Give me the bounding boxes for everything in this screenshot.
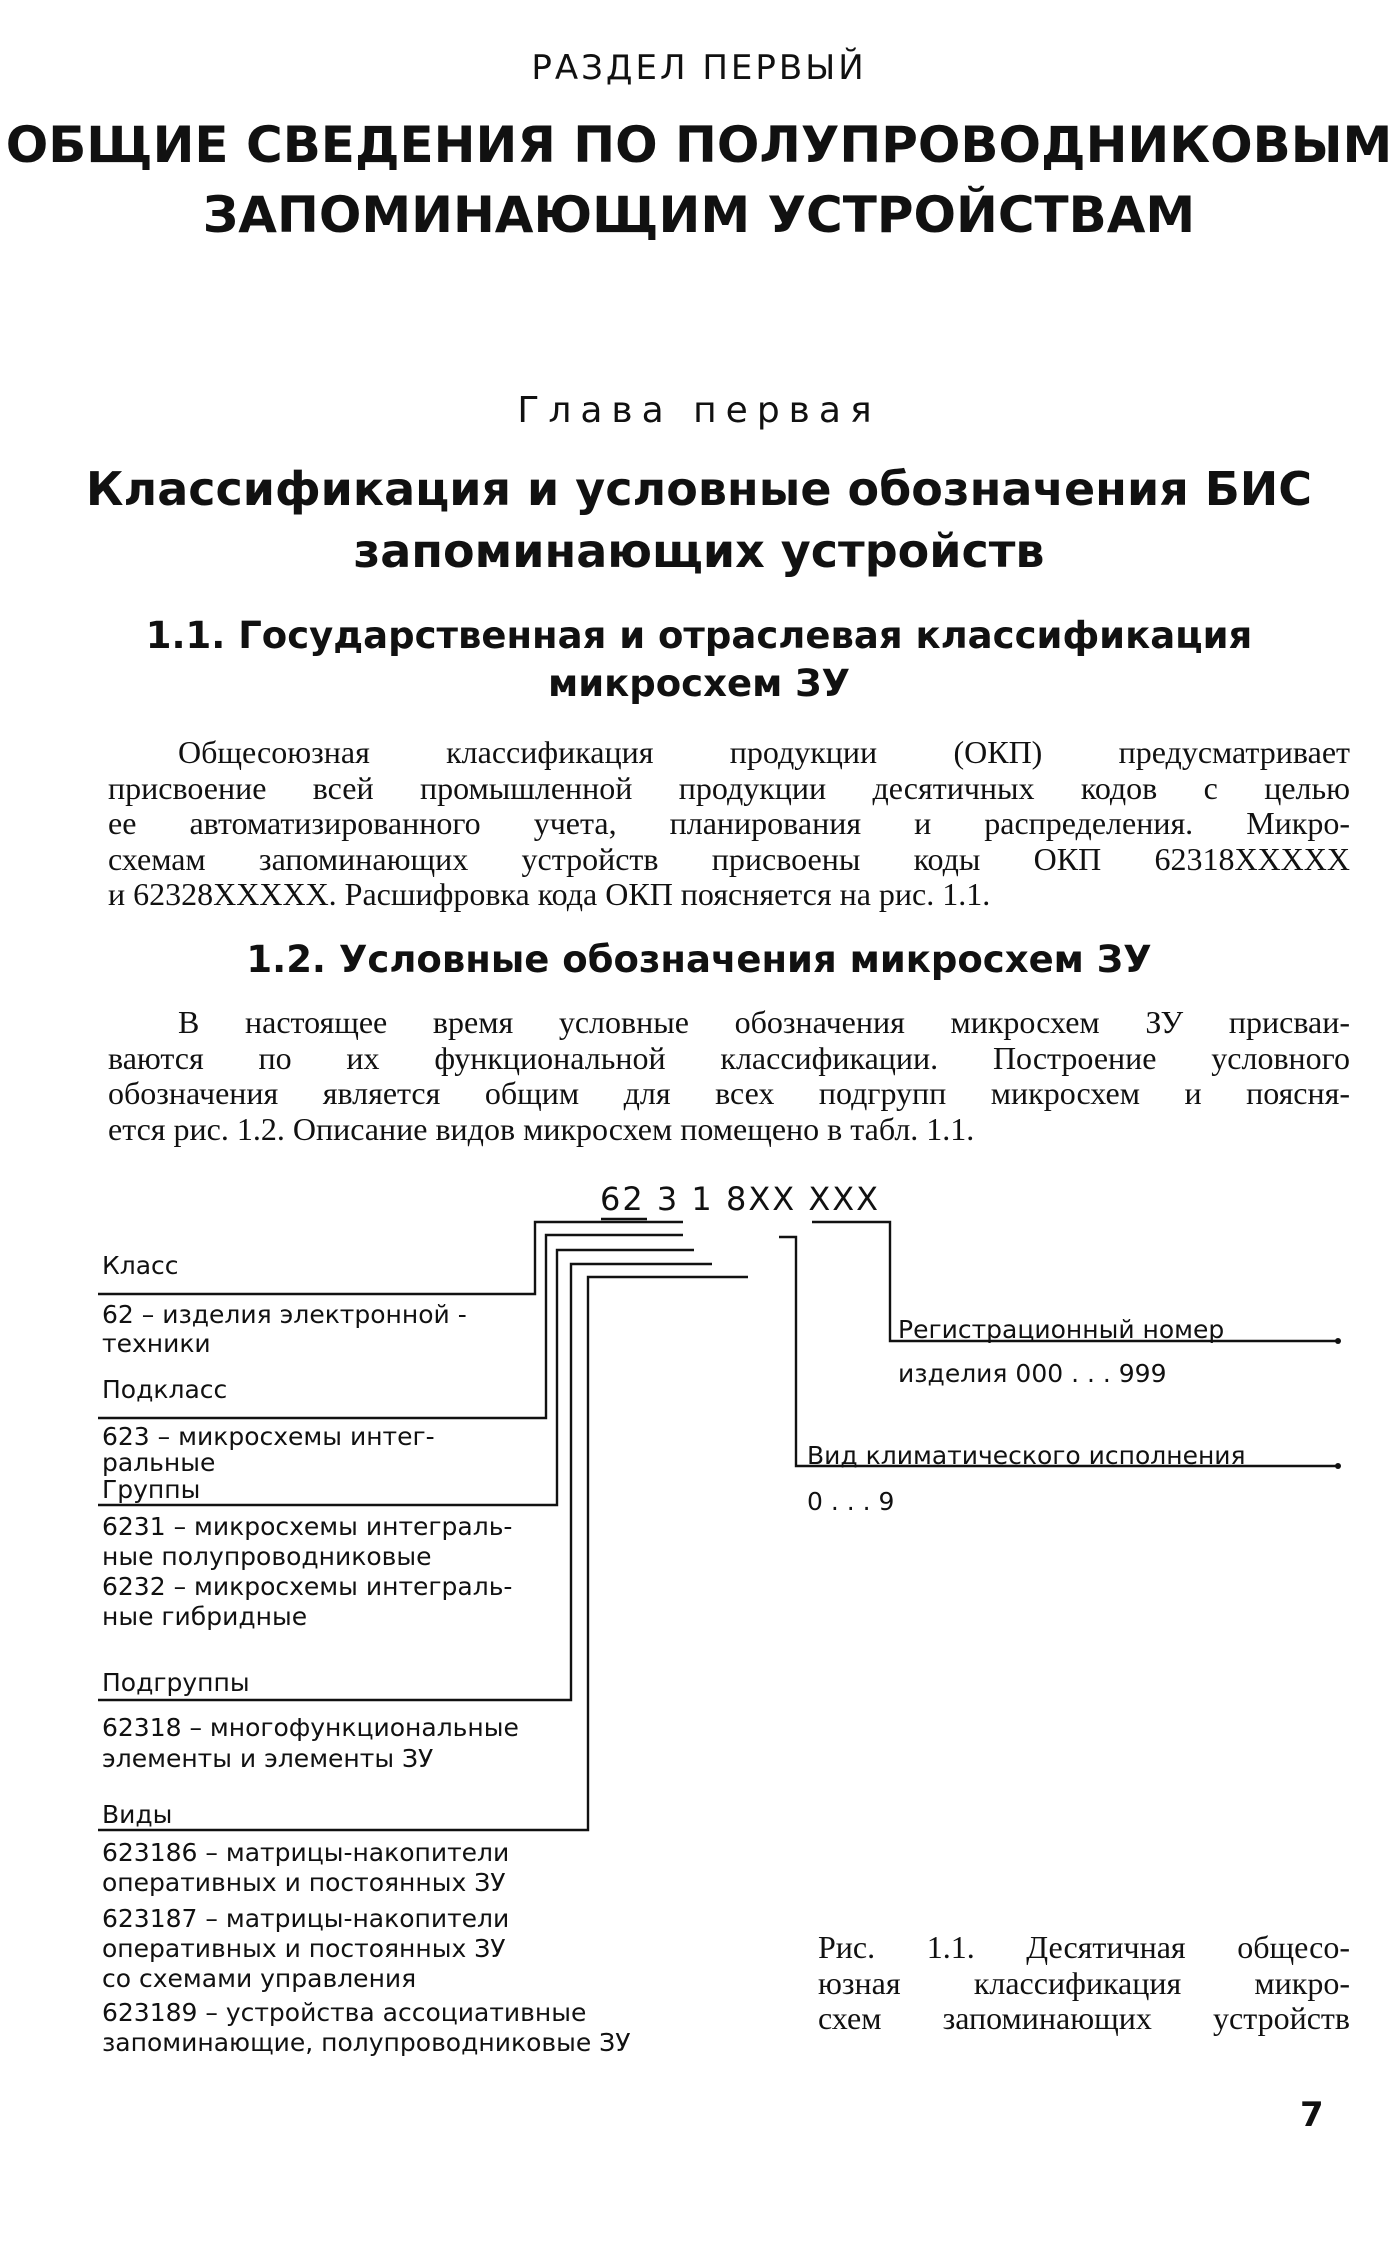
label-line: ные полупроводниковые <box>102 1542 432 1571</box>
label-podklass: Подкласс <box>102 1375 228 1404</box>
label-gruppy: Группы <box>102 1475 201 1504</box>
okp-code: 62 3 1 8XX XXX <box>600 1180 881 1218</box>
label-line: 6232 – микросхемы интеграль- <box>102 1572 513 1601</box>
paragraph-line: обозначения является общим для всех подгрупп микросхем и поясня- <box>108 1075 1350 1111</box>
heading-line: микросхем ЗУ <box>547 662 851 705</box>
label-line: 623186 – матрицы-накопители <box>102 1838 510 1867</box>
registration-number-label <box>898 1308 1224 1396</box>
paragraph-line: присвоение всей промышленной продукции десятичных кодов с целью <box>108 769 1350 806</box>
label-line: изделия 000 . . . 999 <box>898 1359 1167 1388</box>
paragraph-line: ется рис. 1.2. Описание видов микросхем помещено в табл. 1.1. <box>108 1110 975 1147</box>
paragraph-line: ваются по их функциональной классификации. Построение условного <box>108 1039 1350 1076</box>
paragraph-line: ее автоматизированного учета, планирования и распределения. Микро- <box>108 805 1350 841</box>
label-line: 6231 – микросхемы интеграль- <box>102 1512 513 1541</box>
chapter-label: Глава первая <box>517 390 881 431</box>
heading-line: 1.1. Государственная и отраслевая классификация <box>145 614 1253 657</box>
label-line: Вид климатического исполнения <box>807 1441 1246 1470</box>
climate-end-dot <box>1335 1463 1341 1469</box>
paragraph-line: и 62328XXXXX. Расшифровка кода ОКП поясняется на рис. 1.1. <box>108 876 991 912</box>
podgruppy-description <box>102 1712 519 1774</box>
klass-connector <box>98 1222 683 1294</box>
label-vidy: Виды <box>102 1800 173 1829</box>
label-podgruppy: Подгруппы <box>102 1668 250 1697</box>
label-line: Регистрационный номер <box>898 1315 1225 1344</box>
caption-line: схем запоминающих устройств <box>818 2000 1350 2036</box>
section-1-2-heading: 1.2. Условные обозначения микросхем ЗУ <box>246 938 1152 981</box>
label-line: 623189 – устройства ассоциативные <box>102 1998 587 2027</box>
label-line: оперативных и постоянных ЗУ <box>102 1934 506 1963</box>
paragraph-line: схемам запоминающих устройств присвоены коды ОКП 62318XXXXX <box>108 840 1350 877</box>
caption-line: Рис. 1.1. Десятичная общесо- <box>818 1929 1350 1965</box>
label-line: ральные <box>102 1448 216 1477</box>
label-line: 623 – микросхемы интег- <box>102 1422 435 1451</box>
label-line: со схемами управления <box>102 1964 417 1993</box>
chapter-title-line: Классификация и условные обозначения БИС <box>85 462 1313 516</box>
gruppy-description <box>102 1512 512 1632</box>
label-line: 0 . . . 9 <box>807 1487 895 1516</box>
label-line: 623187 – матрицы-накопители <box>102 1904 510 1933</box>
paragraph-line: Общесоюзная классификация продукции (ОКП) предусматривает <box>178 734 1350 770</box>
label-line: запоминающие, полупроводниковые ЗУ <box>102 2028 631 2057</box>
figure-caption <box>818 1928 1350 2035</box>
label-line: элементы и элементы ЗУ <box>102 1744 434 1773</box>
label-line: 62 – изделия электронной - <box>102 1300 467 1329</box>
label-line: 62318 – многофункциональные <box>102 1713 519 1742</box>
page-number: 7 <box>1300 2095 1324 2135</box>
caption-line: юзная классификация микро- <box>818 1964 1350 2001</box>
vidy-description <box>102 1838 630 2058</box>
part-title-line: ОБЩИЕ СВЕДЕНИЯ ПО ПОЛУПРОВОДНИКОВЫМ <box>5 116 1393 174</box>
regnum-end-dot <box>1335 1338 1341 1344</box>
part-title-line: ЗАПОМИНАЮЩИМ УСТРОЙСТВАМ <box>202 186 1196 244</box>
klass-description <box>102 1300 467 1358</box>
label-klass: Класс <box>102 1251 179 1280</box>
label-line: техники <box>102 1329 211 1358</box>
climate-label <box>807 1433 1246 1525</box>
chapter-title-line: запоминающих устройств <box>353 524 1045 578</box>
section-label: РАЗДЕЛ ПЕРВЫЙ <box>531 48 867 88</box>
label-line: ные гибридные <box>102 1602 308 1631</box>
label-line: оперативных и постоянных ЗУ <box>102 1868 506 1897</box>
podklass-description <box>102 1424 435 1476</box>
paragraph-line: В настоящее время условные обозначения микросхем ЗУ присваи- <box>178 1004 1350 1040</box>
